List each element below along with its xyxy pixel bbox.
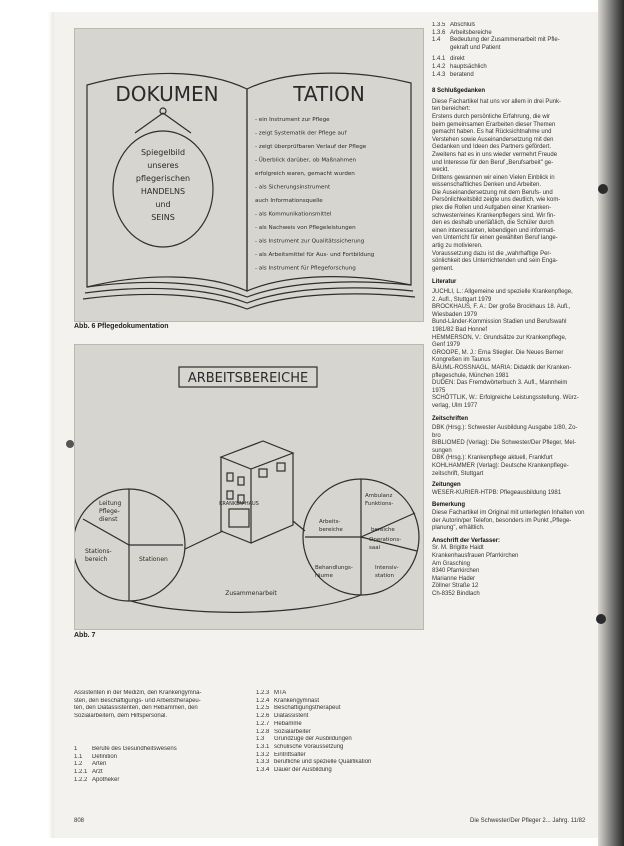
reference-line: SCHÖTTLIK, W.: Erfolgreiche Leistungsstellung. Würz- [432, 395, 579, 402]
paragraph-line: Gedanken und Ideen des Partners gefördert. [432, 144, 552, 151]
toc-entry: 1.3 Grundzüge der Ausbildungen [256, 736, 352, 743]
section-heading-schlussgedanken: 8 Schlußgedanken [432, 88, 486, 95]
right-circle-label: Behandlungs- [315, 565, 353, 571]
address-line: Sr. M. Brigitte Haidt [432, 545, 484, 552]
body-line: sten, den Beschäftigungs- und Arbeitstherapeu- [74, 697, 201, 704]
paragraph-line: beim gemeinsamen Erarbeiten dieser Themen [432, 121, 556, 128]
note-line: planung", erhältlich. [432, 525, 485, 532]
paragraph-line: einen interessanten, lebendigen und informati- [432, 227, 556, 234]
paragraph-line: artig zu motivieren. [432, 243, 483, 250]
punch-hole-left [66, 440, 74, 448]
address-line: 8340 Pfarrkirchen [432, 568, 480, 575]
address-line: Zöllner Straße 12 [432, 583, 479, 590]
reference-line: bro [432, 432, 441, 439]
book-text-line: - als Instrument zur Qualitätssicherung [255, 238, 365, 245]
toc-entry: 1.2.7 Hebamme [256, 720, 302, 727]
reference-line: Kongreßen im Taunus [432, 357, 491, 364]
reference-line: DBK (Hrsg.): Schwester Ausbildung Ausgabe 1/80, Zo- [432, 425, 578, 432]
figure-arbeitsbereiche [74, 344, 424, 630]
paragraph-line: gement. [432, 265, 454, 272]
left-circle-label: Leitung [99, 500, 122, 507]
reference-line: DBK (Hrsg.): Krankenpflege aktuell, Frankfurt [432, 455, 553, 462]
book-text-line: - ein Instrument zur Pflege [255, 117, 330, 123]
reference-line: 1981/82 Bad Honnef [432, 326, 488, 333]
reference-line: Wiesbaden 1979 [432, 311, 478, 318]
figure-title-right: TATION [293, 82, 365, 106]
section-heading-literatur: Literatur [432, 279, 457, 286]
toc-left [74, 746, 250, 785]
reference-line: JUCHLI, L.: Allgemeine und spezielle Krankenpflege, [432, 289, 573, 295]
paragraph-line: den es deshalb unerläßlich, die Schüler durch [432, 220, 554, 227]
page-gutter-shadow [598, 0, 624, 846]
reference-line: GROOPE, M. J.: Erna Stiegler. Die Neues Berner [432, 349, 564, 356]
note-line: der Autorin/per Telefon, besonders im Punkt „Pflege- [432, 517, 572, 524]
reference-line: Genf 1979 [432, 342, 461, 349]
connector-label: Zusammenarbeit [225, 590, 277, 597]
left-circle-label: Stationen [139, 556, 168, 563]
mirror-text-line: SEINS [151, 213, 175, 222]
paragraph-line: weckt. [432, 167, 450, 174]
building-label: KRANKEN-HAUS [219, 501, 259, 507]
address-line: Ch-8352 Bindlach [432, 590, 480, 597]
toc-entry: 1.2.8 Sozialarbeiter [256, 728, 311, 735]
toc-entry: 1.2.6 Diätassistent [256, 713, 309, 720]
right-circle-label: bereiche [319, 527, 343, 533]
book-text-line: erfolgreich waren, gemacht wurden [255, 171, 355, 177]
address-line: Am Grasching [432, 560, 471, 567]
paragraph-line: sönlichkeit des Unterrichtenden und sein Enga- [432, 258, 558, 265]
toc-middle [256, 690, 428, 775]
left-circle-label: Stations- [85, 548, 112, 555]
left-circle-label: bereich [85, 556, 108, 563]
right-circle-label: räume [315, 573, 333, 579]
book-text-line: - zeigt überprüfbaren Verlauf der Pflege [255, 144, 367, 150]
right-circle-label: bereiche [371, 527, 395, 533]
reference-line: zeitschrift, Stuttgart [432, 470, 484, 477]
reference-line: BROCKHAUS, F. A.: Der große Brockhaus 18. Aufl., [432, 304, 571, 311]
figure-6-caption: Abb. 6 Pflegedokumentation [74, 323, 169, 330]
mirror-text-line: HANDELNS [140, 187, 186, 196]
paragraph-line: Persönlichkeitsbild zeigte uns deutlich, wie kom- [432, 197, 561, 204]
reference-line: 1975 [432, 387, 446, 394]
book-text-line: - Überblick darüber, ob Maßnahmen [255, 157, 357, 164]
left-circle-label: Pflege- [99, 508, 120, 515]
toc-entry: gekraft und Patient [450, 44, 501, 51]
reference-line: pflegeschule, München 1981 [432, 372, 509, 379]
address-line: Krankenhausfrauen Pfarrkirchen [432, 553, 519, 559]
toc-entry: 1.2.1 Arzt [74, 769, 103, 776]
figure-7-title: ARBEITSBEREICHE [187, 371, 309, 386]
paragraph-line: Verstehen sowie Auseinandersetzung mit den [432, 136, 554, 143]
mirror-text-line: Spiegelbild [140, 148, 186, 157]
figure-7-caption: Abb. 7 [74, 632, 96, 639]
toc-entry: 1.4.1 direkt [432, 56, 465, 63]
reference-line: BÄUML-ROSSNAGL, MARIA: Didaktik der Kranken- [432, 364, 572, 371]
section-heading-zeitschriften: Zeitschriften [432, 415, 469, 422]
mirror-text-line: und [155, 200, 171, 209]
literatur-list [432, 289, 598, 411]
right-circle-label: Intensiv- [375, 565, 399, 571]
paragraph-line: ven Unterricht für einen gewählten Beruf lange- [432, 235, 558, 242]
journal-footer: Die Schwester/Der Pfleger 2... Jahrg. 11/82 [470, 818, 586, 824]
paragraph-line: Zweitens hat es in uns wieder vermehrt Freude [432, 151, 558, 158]
toc-entry: 1.4.3 beratend [432, 71, 474, 78]
right-circle-label: Arbeits- [319, 519, 341, 525]
paragraph-line: wissenschaftliches Denken und Arbeiten. [432, 182, 542, 189]
paragraph-line: ten bereichert: [432, 106, 471, 113]
paragraph-line: Die Auseinandersetzung mit dem Berufs- und [432, 189, 553, 196]
reference-line: HEMMERSON, V.: Grundsätze zur Krankenpflege, [432, 334, 567, 341]
toc-entry: 1.2.5 Beschäftigungstherapeut [256, 705, 341, 712]
book-text-line: auch Informationsquelle [255, 198, 323, 204]
section-heading-bemerkung: Bemerkung [432, 502, 466, 509]
toc-entry: 1 Berufe des Gesundheitswesens [74, 746, 177, 752]
book-text-line: - als Instrument für Pflegeforschung [255, 265, 356, 272]
paragraph-line: und Interesse für den Beruf „Berufsarbeit" ge- [432, 159, 554, 166]
right-circle-label: Funktions- [365, 501, 394, 507]
address-line: Marianne Hader [432, 575, 476, 582]
toc-entry: 1.3.4 Dauer der Ausbildung [256, 767, 332, 774]
body-line: Assistenten in der Medizin, den Krankengymna- [74, 690, 202, 696]
reference-line: 2. Aufl., Stuttgart 1979 [432, 296, 492, 303]
toc-entry: 1.4 Bedeutung der Zusammenarbeit mit Pfle- [432, 37, 560, 44]
paragraph-line: Erstens durch persönliche Erfahrung, die wir [432, 113, 551, 120]
toc-entry: 1.3.6 Arbeitsbereiche [432, 29, 492, 36]
figure-pflegedokumentation [74, 28, 424, 322]
page-number: 808 [74, 818, 85, 824]
mirror-text-line: unseres [147, 161, 179, 170]
punch-hole-bottom [596, 614, 606, 624]
toc-entry: 1.2.2 Apotheker [74, 776, 120, 783]
paragraph-line: schwester/eines Krankenpflegers sind. Wir fin- [432, 212, 556, 219]
toc-entry: 1.4.2 hauptsächlich [432, 63, 487, 70]
toc-entry: 1.2.4 Krankengymnast [256, 697, 320, 704]
punch-hole-top [598, 184, 608, 194]
right-circle-label: station [375, 573, 394, 579]
toc-entry: 1.3.1 schulische Voraussetzung [256, 743, 344, 750]
body-line: Sozialarbeitern, dem Hilfspersonal. [74, 713, 168, 720]
reference-line: DUDEN: Das Fremdwörterbuch 3. Aufl., Mannheim [432, 380, 568, 387]
paragraph-line: Drittens gewannen wir einen Vielen Einblick in [432, 174, 555, 181]
right-circle-label: Operations- [369, 537, 402, 543]
toc-entry: 1.2 Arten [74, 761, 107, 768]
anschrift-text [432, 545, 598, 598]
bemerkung-text [432, 510, 598, 533]
reference-line: BIBLIOMED (Verlag): Die Schwester/Der Pfleger, Mel- [432, 440, 577, 447]
reference-line: KOHLHAMMER (Verlag): Deutsche Krankenpflege- [432, 463, 569, 470]
paragraph-line: plex die Rollen und Aufgaben einer Kranken- [432, 205, 552, 212]
book-text-line: - als Sicherungsinstrument [255, 184, 331, 191]
body-text-left [74, 690, 250, 721]
right-circle-label: saal [369, 545, 381, 551]
paragraph-line: Voraussetzung dazu ist die „wahrhaftige Per- [432, 250, 552, 257]
figure-title-left: DOKUMEN [115, 82, 219, 106]
toc-entry: 1.1 Definition [74, 753, 118, 760]
reference-line: sungen [432, 447, 452, 454]
zeitschriften-list [432, 425, 598, 478]
schluss-text [432, 99, 598, 274]
reference-line: Bund-Länder-Kommission Stadien und Berufswahl [432, 319, 567, 326]
section-heading-zeitungen: Zeitungen [432, 482, 461, 489]
zeitungen-list [432, 490, 598, 498]
section-heading-anschrift: Anschrift der Verfasser: [432, 537, 501, 544]
body-line: ten, den Diätassistenten, den Hebammen, den [74, 705, 198, 712]
book-text-line: - als Kommunikationsmittel [255, 211, 332, 218]
reference-line: WESER-KURIER-HTPB: Pflegeausbildung 1981 [432, 489, 562, 496]
book-text-line: - zeigt Systematik der Pflege auf [255, 130, 347, 137]
book-text-line: - als Arbeitsmittel für Aus- und Fortbildung [255, 252, 375, 258]
right-circle-label: Ambulanz [365, 493, 393, 499]
book-text-line: - als Nachweis von Pflegeleistungen [255, 225, 356, 231]
toc-entry: 1.3.2 Eintrittsalter [256, 751, 306, 758]
reference-line: verlag, Ulm 1977 [432, 402, 478, 409]
toc-entry: 1.2.3 MTA [256, 690, 287, 696]
right-column [432, 22, 598, 599]
note-line: Diese Fachartikel im Original mit unterlegten Inhalten von [432, 510, 585, 517]
left-circle-label: dienst [99, 516, 118, 523]
paragraph-line: gemacht haben. Es hat Rücksichtnahme und [432, 129, 552, 136]
paragraph-line: Diese Fachartikel hat uns vor allem in drei Punk- [432, 98, 562, 105]
mirror-text-line: pflegerischen [135, 174, 191, 183]
toc-entry: 1.3.3 berufliche und spezielle Qualifikation [256, 759, 372, 766]
toc-entry: 1.3.5 Abschluß [432, 22, 476, 28]
